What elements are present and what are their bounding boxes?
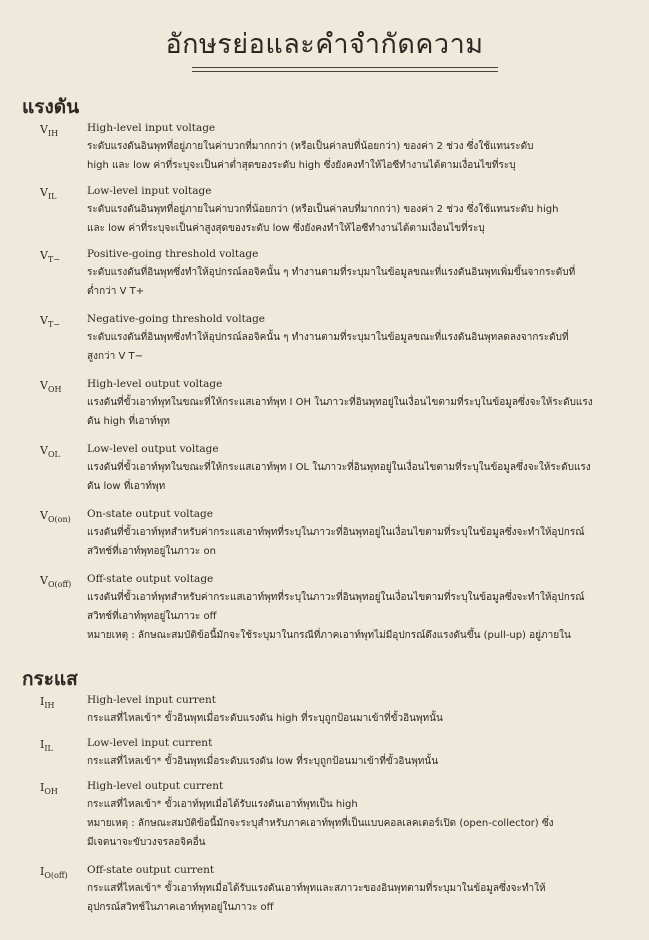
thai-description: แรงดันที่ขั้วเอาท์พุทในขณะที่ให้กระแสเอาท์พุท I OL ในภาวะที่อินพุทอยู่ในเงื่อนไขตามที่ระบุในข้อมูลซึ่งจะให้ระดับแรง ดัน low ที่เอาท์พุท [87, 462, 591, 492]
english-term: High-level output current [87, 780, 224, 792]
english-term: Low-level output voltage [87, 443, 219, 455]
thai-description: ระดับแรงดันที่อินพุทซึ่งทำให้อุปกรณ์ลอจิคนั้น ๆ ทำงานตามที่ระบุมาในข้อมูลขณะที่แรงดันอินพุทลดลงจากระดับที่ สูงกว่า V T− [87, 332, 569, 362]
note: หมายเหตุ : ลักษณะสมบัติข้อนี้มักจะใช้ระบุมาในกรณีที่ภาคเอาท์พุทไม่มีอุปกรณ์ดึงแรงดันขึ้น (pull-up) อยู่ภายใน [87, 630, 571, 641]
symbol: $V_{O(on)}$ [40, 509, 71, 524]
english-term: Positive-going threshold voltage [87, 248, 259, 260]
english-term: High-level input voltage [87, 122, 216, 134]
english-term: Low-level input current [87, 737, 213, 749]
title-underline-second [192, 71, 498, 72]
symbol: $V_{T-}$ [40, 314, 60, 329]
thai-description: กระแสที่ไหลเข้า* ขั้วอินพุทเมื่อระดับแรงดัน low ที่ระบุถูกป้อนมาเข้าที่ขั้วอินพุทนั้น [87, 756, 439, 767]
thai-description: ระดับแรงดันอินพุทที่อยู่ภายในค่าบวกที่มากกว่า (หรือเป็นค่าลบที่น้อยกว่า) ของค่า 2 ช่วง ซึ่งใช้แทนระดับ high และ low ค่าที่ระบุจะเป็นค่าต่ำสุดของระดับ high ซึ่งยังคงทำให้ไอซีทำงานได้ตามเงื่อนไขที่ระบุ [87, 141, 534, 171]
thai-description: แรงดันที่ขั้วเอาท์พุทในขณะที่ให้กระแสเอาท์พุท I OH ในภาวะที่อินพุทอยู่ในเงื่อนไขตามที่ระบุในข้อมูลซึ่งจะให้ระดับแรง ดัน high ที่เอาท์พุท [87, 397, 593, 427]
symbol: $V_{O(off)}$ [40, 574, 72, 589]
section-heading-current: กระแส [22, 668, 78, 690]
symbol: $V_{IL}$ [40, 186, 57, 201]
page-title: อักษรย่อและคำจำกัดความ [165, 29, 484, 60]
english-term: Low-level input voltage [87, 185, 212, 197]
symbol: $I_{IH}$ [40, 695, 55, 710]
thai-description: กระแสที่ไหลเข้า* ขั้วเอาท์พุทเมื่อได้รับแรงดันเอาท์พุทเป็น high หมายเหตุ : ลักษณะสมบัติข้อนี้มักจะระบุสำหรับภาคเอาท์พุทที่เป็นแบบคอลเลคเตอร์เปิด (open-collector) ซึ่ง มีเจตนาจะขับวงจรลอจิคอื่น [87, 795, 622, 852]
symbol: $V_{OH}$ [40, 379, 62, 394]
english-term: On-state output voltage [87, 508, 213, 520]
english-term: High-level output voltage [87, 378, 223, 390]
thai-description: แรงดันที่ขั้วเอาท์พุทสำหรับค่ากระแสเอาท์พุทที่ระบุในภาวะที่อินพุทอยู่ในเงื่อนไขตามที่ระบุในข้อมูลซึ่งจะทำให้อุปกรณ์ สวิทช์ที่เอาท์พุทอยู่ในภาวะ off หมายเหตุ : ลักษณะสมบัติข้อนี้มักจะใช้ระบุมาในกรณีที่ภาคเอาท์พุทไม่มีอุปกรณ์ดึงแรงดันขึ้น (pull-up) อยู่ภายใน [87, 588, 622, 645]
symbol: $V_{IH}$ [40, 123, 59, 138]
symbol: $I_{IL}$ [40, 738, 53, 753]
symbol: $I_{O(off)}$ [40, 865, 68, 880]
note: หมายเหตุ : ลักษณะสมบัติข้อนี้มักจะระบุสำหรับภาคเอาท์พุทที่เป็นแบบคอลเลคเตอร์เปิด (open-collector) ซึ่ง [87, 818, 554, 829]
thai-description: กระแสที่ไหลเข้า* ขั้วอินพุทเมื่อระดับแรงดัน high ที่ระบุถูกป้อนมาเข้าที่ขั้วอินพุทนั้น [87, 713, 443, 724]
thai-description: ระดับแรงดันอินพุทที่อยู่ภายในค่าบวกที่น้อยกว่า (หรือเป็นค่าลบที่มากกว่า) ของค่า 2 ช่วง ซึ่งใช้แทนระดับ high และ low ค่าที่ระบุจะเป็นค่าสูงสุดของระดับ low ซึ่งยังคงทำให้ไอซีทำงานได้ตามเงื่อนไขที่ระบุ [87, 204, 559, 234]
title-underline [192, 67, 498, 68]
english-term: High-level input current [87, 694, 216, 706]
section-heading-voltage: แรงดัน [22, 96, 80, 118]
english-term: Negative-going threshold voltage [87, 313, 266, 325]
symbol: $V_{T-}$ [40, 249, 60, 264]
symbol: $I_{OH}$ [40, 781, 58, 796]
english-term: Off-state output current [87, 864, 215, 876]
symbol: $V_{OL}$ [40, 444, 60, 459]
thai-description: กระแสที่ไหลเข้า* ขั้วเอาท์พุทเมื่อได้รับแรงดันเอาท์พุทและสภาวะของอินพุทตามที่ระบุมาในข้อมูลซึ่งจะทำให้ อุปกรณ์สวิทช์ในภาคเอาท์พุทอยู่ในภาวะ off [87, 883, 546, 913]
thai-description: ระดับแรงดันที่อินพุทซึ่งทำให้อุปกรณ์ลอจิคนั้น ๆ ทำงานตามที่ระบุมาในข้อมูลขณะที่แรงดันอินพุทเพิ่มขึ้นจากระดับที่ ต่ำกว่า V T+ [87, 267, 576, 297]
english-term: Off-state output voltage [87, 573, 214, 585]
thai-description: แรงดันที่ขั้วเอาท์พุทสำหรับค่ากระแสเอาท์พุทที่ระบุในภาวะที่อินพุทอยู่ในเงื่อนไขตามที่ระบุในข้อมูลซึ่งจะทำให้อุปกรณ์ สวิทช์ที่เอาท์พุทอยู่ในภาวะ on [87, 527, 585, 557]
